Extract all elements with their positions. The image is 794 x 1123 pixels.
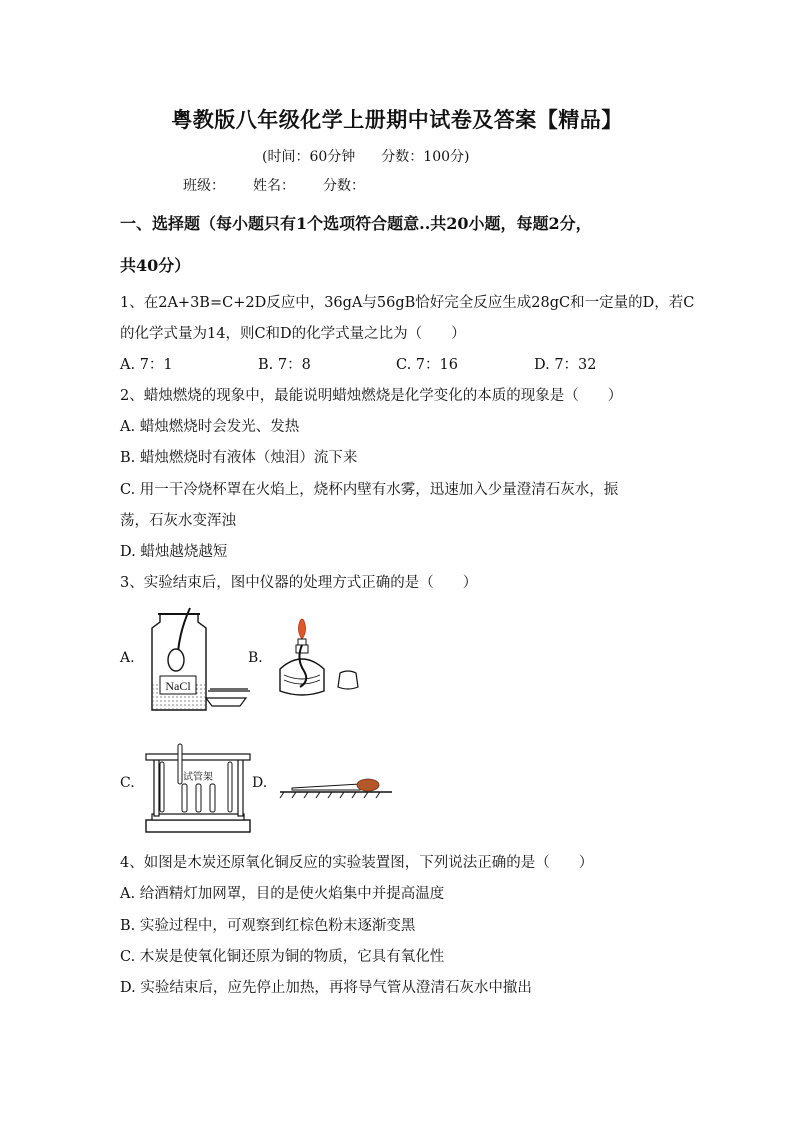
q3-label-a: A. (120, 650, 135, 666)
q1-stem-line1: 1、在2A+3B=C+2D反应中，36gA与56gB恰好完全反应生成28gC和一定量的D，若C (120, 295, 695, 311)
q1-stem-line2: 的化学式量为14，则C和D的化学式量之比为（ ） (120, 326, 466, 342)
q4-option-d: D. 实验结束后，应先停止加热，再将导气管从澄清石灰水中撤出 (120, 980, 532, 996)
q2-option-b: B. 蜡烛燃烧时有液体（烛泪）流下来 (120, 450, 358, 466)
q3-label-b: B. (248, 650, 263, 666)
figure-c-test-tube-rack (140, 740, 260, 835)
rack-label: 试管架 (183, 772, 213, 783)
name-label: 姓名： (253, 178, 295, 194)
page-title: 粤教版八年级化学上册期中试卷及答案【精品】 (171, 107, 623, 132)
exam-time: (时间：60分钟 (262, 149, 356, 165)
section-heading-cont: 共40分） (120, 256, 191, 275)
figure-d-dropper-on-table (276, 768, 396, 803)
q3-label-c: C. (120, 775, 135, 791)
q1-option-c: C. 7：16 (396, 357, 458, 373)
figure-a-reagent-bottle (140, 600, 260, 720)
q2-option-c-line1: C. 用一干冷烧杯罩在火焰上，烧杯内壁有水雾，迅速加入少量澄清石灰水，振 (120, 482, 619, 498)
exam-score-total: 分数：100分) (381, 149, 470, 165)
q3-label-d: D. (252, 775, 268, 791)
exam-meta (262, 146, 469, 166)
q4-option-a: A. 给酒精灯加网罩，目的是使火焰集中并提高温度 (120, 886, 445, 902)
q2-option-c-line2: 荡，石灰水变浑浊 (120, 513, 236, 529)
q3-stem: 3、实验结束后，图中仪器的处理方式正确的是（ ） (120, 575, 478, 591)
q4-stem: 4、如图是木炭还原氧化铜反应的实验装置图，下列说法正确的是（ ） (120, 855, 594, 871)
score-label: 分数： (323, 178, 365, 194)
q4-option-b: B. 实验过程中，可观察到红棕色粉末逐渐变黑 (120, 918, 416, 934)
q4-option-c: C. 木炭是使氧化铜还原为铜的物质，它具有氧化性 (120, 949, 445, 965)
class-label: 班级： (183, 178, 225, 194)
q1-option-a: A. 7：1 (120, 357, 173, 373)
bottle-label: NaCl (165, 679, 191, 693)
q2-stem: 2、蜡烛燃烧的现象中，最能说明蜡烛燃烧是化学变化的本质的现象是（ ） (120, 388, 623, 404)
q2-option-d: D. 蜡烛越烧越短 (120, 544, 228, 560)
figure-b-alcohol-lamp (270, 615, 370, 705)
q1-option-b: B. 7：8 (258, 357, 311, 373)
q2-option-a: A. 蜡烛燃烧时会发光、发热 (120, 419, 300, 435)
student-info (183, 175, 393, 195)
section-heading: 一、选择题（每小题只有1个选项符合题意..共20小题，每题2分， (120, 214, 592, 233)
q1-option-d: D. 7：32 (534, 357, 597, 373)
